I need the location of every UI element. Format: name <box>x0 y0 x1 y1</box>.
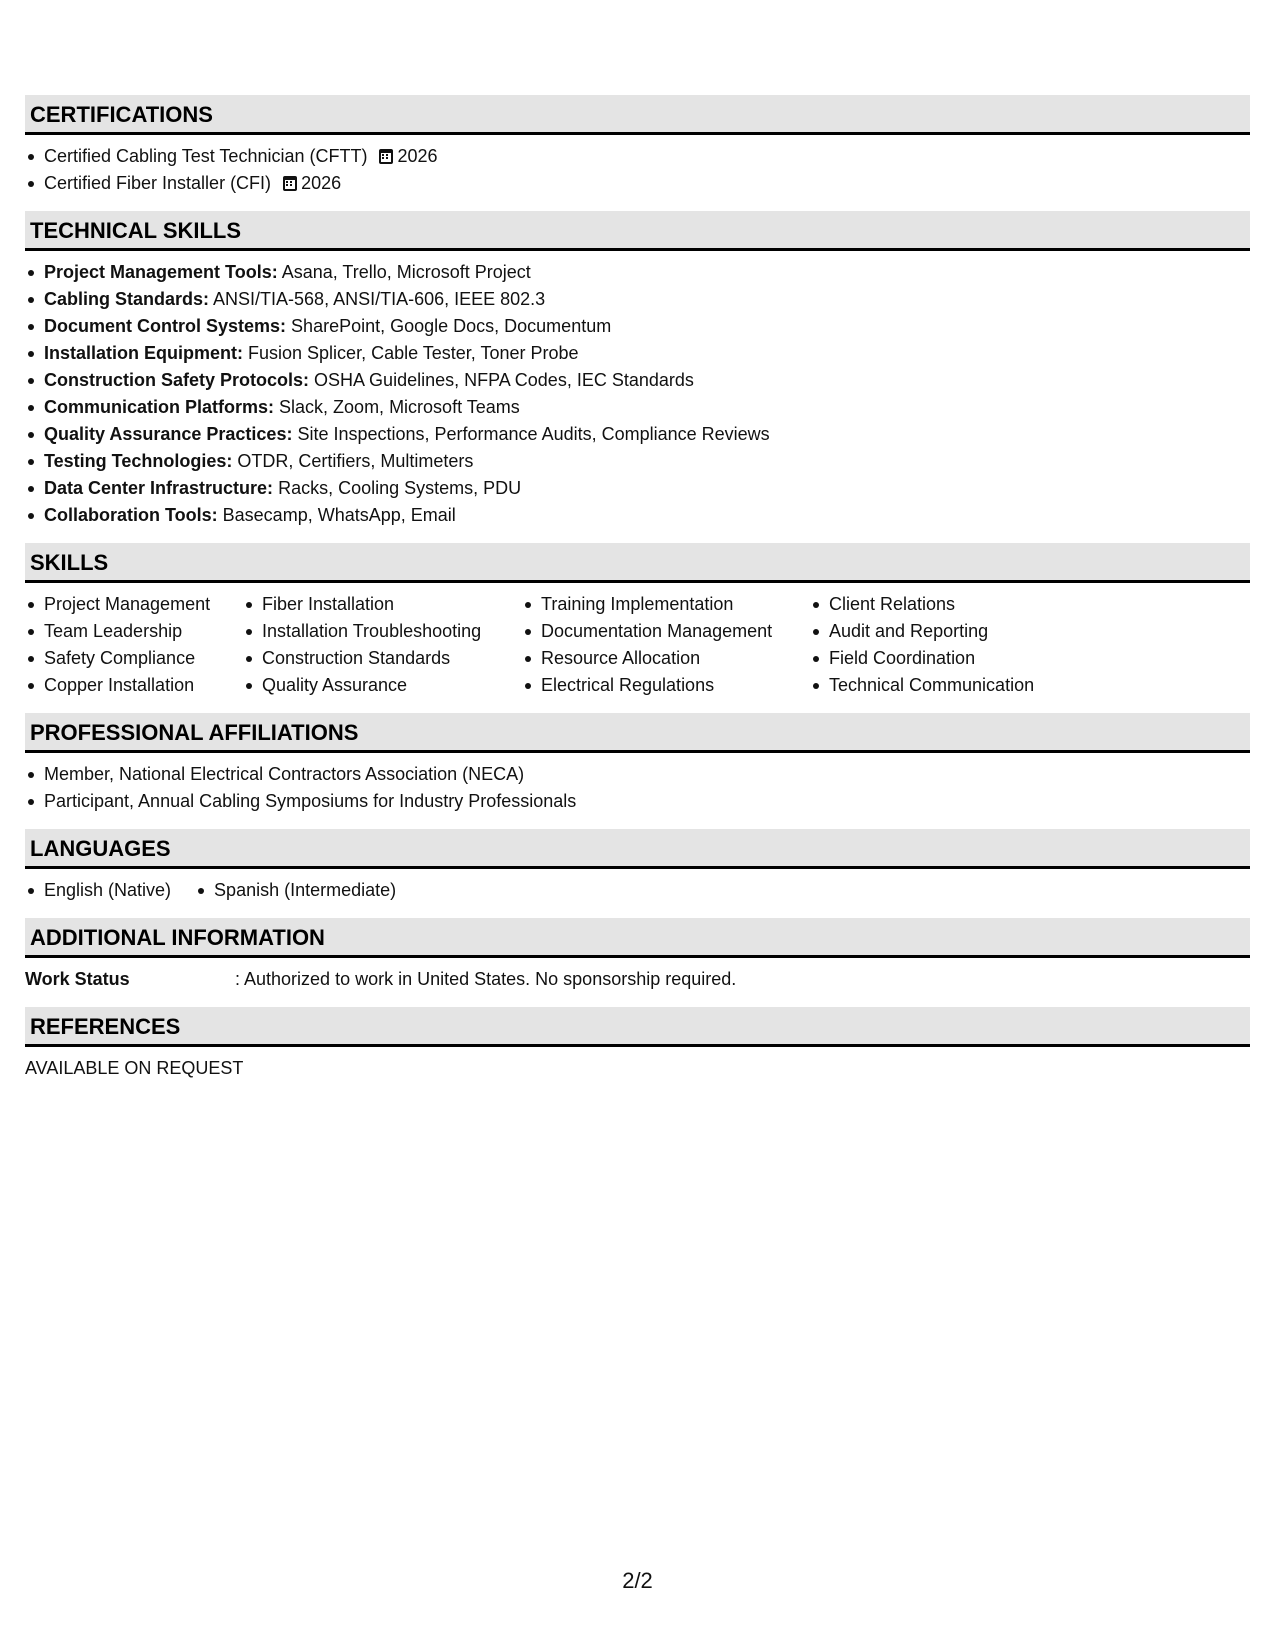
skills-column <box>25 591 243 699</box>
certifications-list <box>25 143 1250 197</box>
technical-skill-item <box>25 340 1250 367</box>
work-status-label: Work Status <box>25 969 130 989</box>
certification-year: 2026 <box>301 173 342 193</box>
languages-heading: LANGUAGES <box>25 829 1250 869</box>
technical-skill-value: SharePoint, Google Docs, Documentum <box>286 316 612 336</box>
affiliation-item: Participant, Annual Cabling Symposiums for Industry Professionals <box>25 788 1250 815</box>
certification-item <box>25 143 1250 170</box>
skill-item: Team Leadership <box>25 618 243 645</box>
calendar-icon <box>379 149 393 164</box>
certification-item <box>25 170 1250 197</box>
calendar-icon <box>283 176 297 191</box>
skill-item: Technical Communication <box>810 672 1110 699</box>
technical-skill-item <box>25 448 1250 475</box>
technical-skill-label: Project Management Tools: <box>44 262 278 282</box>
work-status-value: : Authorized to work in United States. No sponsorship required. <box>235 969 737 989</box>
technical-skill-label: Communication Platforms: <box>44 397 275 417</box>
work-status-row <box>25 966 1250 993</box>
skills-section <box>25 543 1250 713</box>
affiliations-section <box>25 713 1250 829</box>
technical-skills-list <box>25 259 1250 529</box>
skill-item: Construction Standards <box>243 645 522 672</box>
technical-skill-item <box>25 502 1250 529</box>
certification-year: 2026 <box>397 146 438 166</box>
skill-item: Project Management <box>25 591 243 618</box>
skill-item: Audit and Reporting <box>810 618 1110 645</box>
technical-skill-value: Slack, Zoom, Microsoft Teams <box>274 397 520 417</box>
references-text: AVAILABLE ON REQUEST <box>25 1058 244 1078</box>
certification-name: Certified Fiber Installer (CFI) <box>44 173 272 193</box>
affiliations-list <box>25 761 1250 815</box>
languages-list <box>25 877 1250 904</box>
skills-heading: SKILLS <box>25 543 1250 583</box>
additional-info-heading: ADDITIONAL INFORMATION <box>25 918 1250 958</box>
technical-skill-label: Construction Safety Protocols: <box>44 370 310 390</box>
technical-skill-value: ANSI/TIA-568, ANSI/TIA-606, IEEE 802.3 <box>209 289 546 309</box>
certifications-heading: CERTIFICATIONS <box>25 95 1250 135</box>
skill-item: Installation Troubleshooting <box>243 618 522 645</box>
additional-info-section <box>25 918 1250 1007</box>
references-heading: REFERENCES <box>25 1007 1250 1047</box>
skill-item: Copper Installation <box>25 672 243 699</box>
language-item: English (Native) <box>25 877 171 904</box>
technical-skill-label: Data Center Infrastructure: <box>44 478 274 498</box>
technical-skill-item <box>25 313 1250 340</box>
technical-skill-label: Collaboration Tools: <box>44 505 218 525</box>
technical-skill-label: Installation Equipment: <box>44 343 244 363</box>
technical-skill-value: Fusion Splicer, Cable Tester, Toner Probe <box>243 343 579 363</box>
certification-name: Certified Cabling Test Technician (CFTT) <box>44 146 368 166</box>
skill-item: Documentation Management <box>522 618 810 645</box>
technical-skills-heading: TECHNICAL SKILLS <box>25 211 1250 251</box>
technical-skill-item <box>25 421 1250 448</box>
skills-grid <box>25 591 1250 699</box>
skill-item: Field Coordination <box>810 645 1110 672</box>
technical-skill-item <box>25 367 1250 394</box>
technical-skill-item <box>25 286 1250 313</box>
skill-item: Resource Allocation <box>522 645 810 672</box>
technical-skill-value: Asana, Trello, Microsoft Project <box>277 262 531 282</box>
resume-page <box>25 95 1250 1096</box>
technical-skill-label: Quality Assurance Practices: <box>44 424 293 444</box>
page-number: 2/2 <box>622 1568 653 1593</box>
skill-item: Training Implementation <box>522 591 810 618</box>
skill-item: Safety Compliance <box>25 645 243 672</box>
technical-skill-value: OSHA Guidelines, NFPA Codes, IEC Standards <box>309 370 694 390</box>
skill-item: Fiber Installation <box>243 591 522 618</box>
technical-skill-value: Site Inspections, Performance Audits, Compliance Reviews <box>292 424 770 444</box>
affiliation-item: Member, National Electrical Contractors Association (NECA) <box>25 761 1250 788</box>
references-section <box>25 1007 1250 1096</box>
skills-column <box>243 591 522 699</box>
technical-skill-value: Basecamp, WhatsApp, Email <box>217 505 456 525</box>
technical-skill-value: OTDR, Certifiers, Multimeters <box>232 451 474 471</box>
technical-skill-value: Racks, Cooling Systems, PDU <box>273 478 522 498</box>
technical-skills-section <box>25 211 1250 543</box>
technical-skill-item <box>25 475 1250 502</box>
skills-column <box>522 591 810 699</box>
technical-skill-label: Testing Technologies: <box>44 451 233 471</box>
skills-column <box>810 591 1110 699</box>
language-item: Spanish (Intermediate) <box>195 877 396 904</box>
skill-item: Client Relations <box>810 591 1110 618</box>
skill-item: Quality Assurance <box>243 672 522 699</box>
certifications-section <box>25 95 1250 211</box>
technical-skill-label: Cabling Standards: <box>44 289 210 309</box>
skill-item: Electrical Regulations <box>522 672 810 699</box>
technical-skill-item <box>25 259 1250 286</box>
technical-skill-label: Document Control Systems: <box>44 316 287 336</box>
technical-skill-item <box>25 394 1250 421</box>
languages-section <box>25 829 1250 918</box>
affiliations-heading: PROFESSIONAL AFFILIATIONS <box>25 713 1250 753</box>
